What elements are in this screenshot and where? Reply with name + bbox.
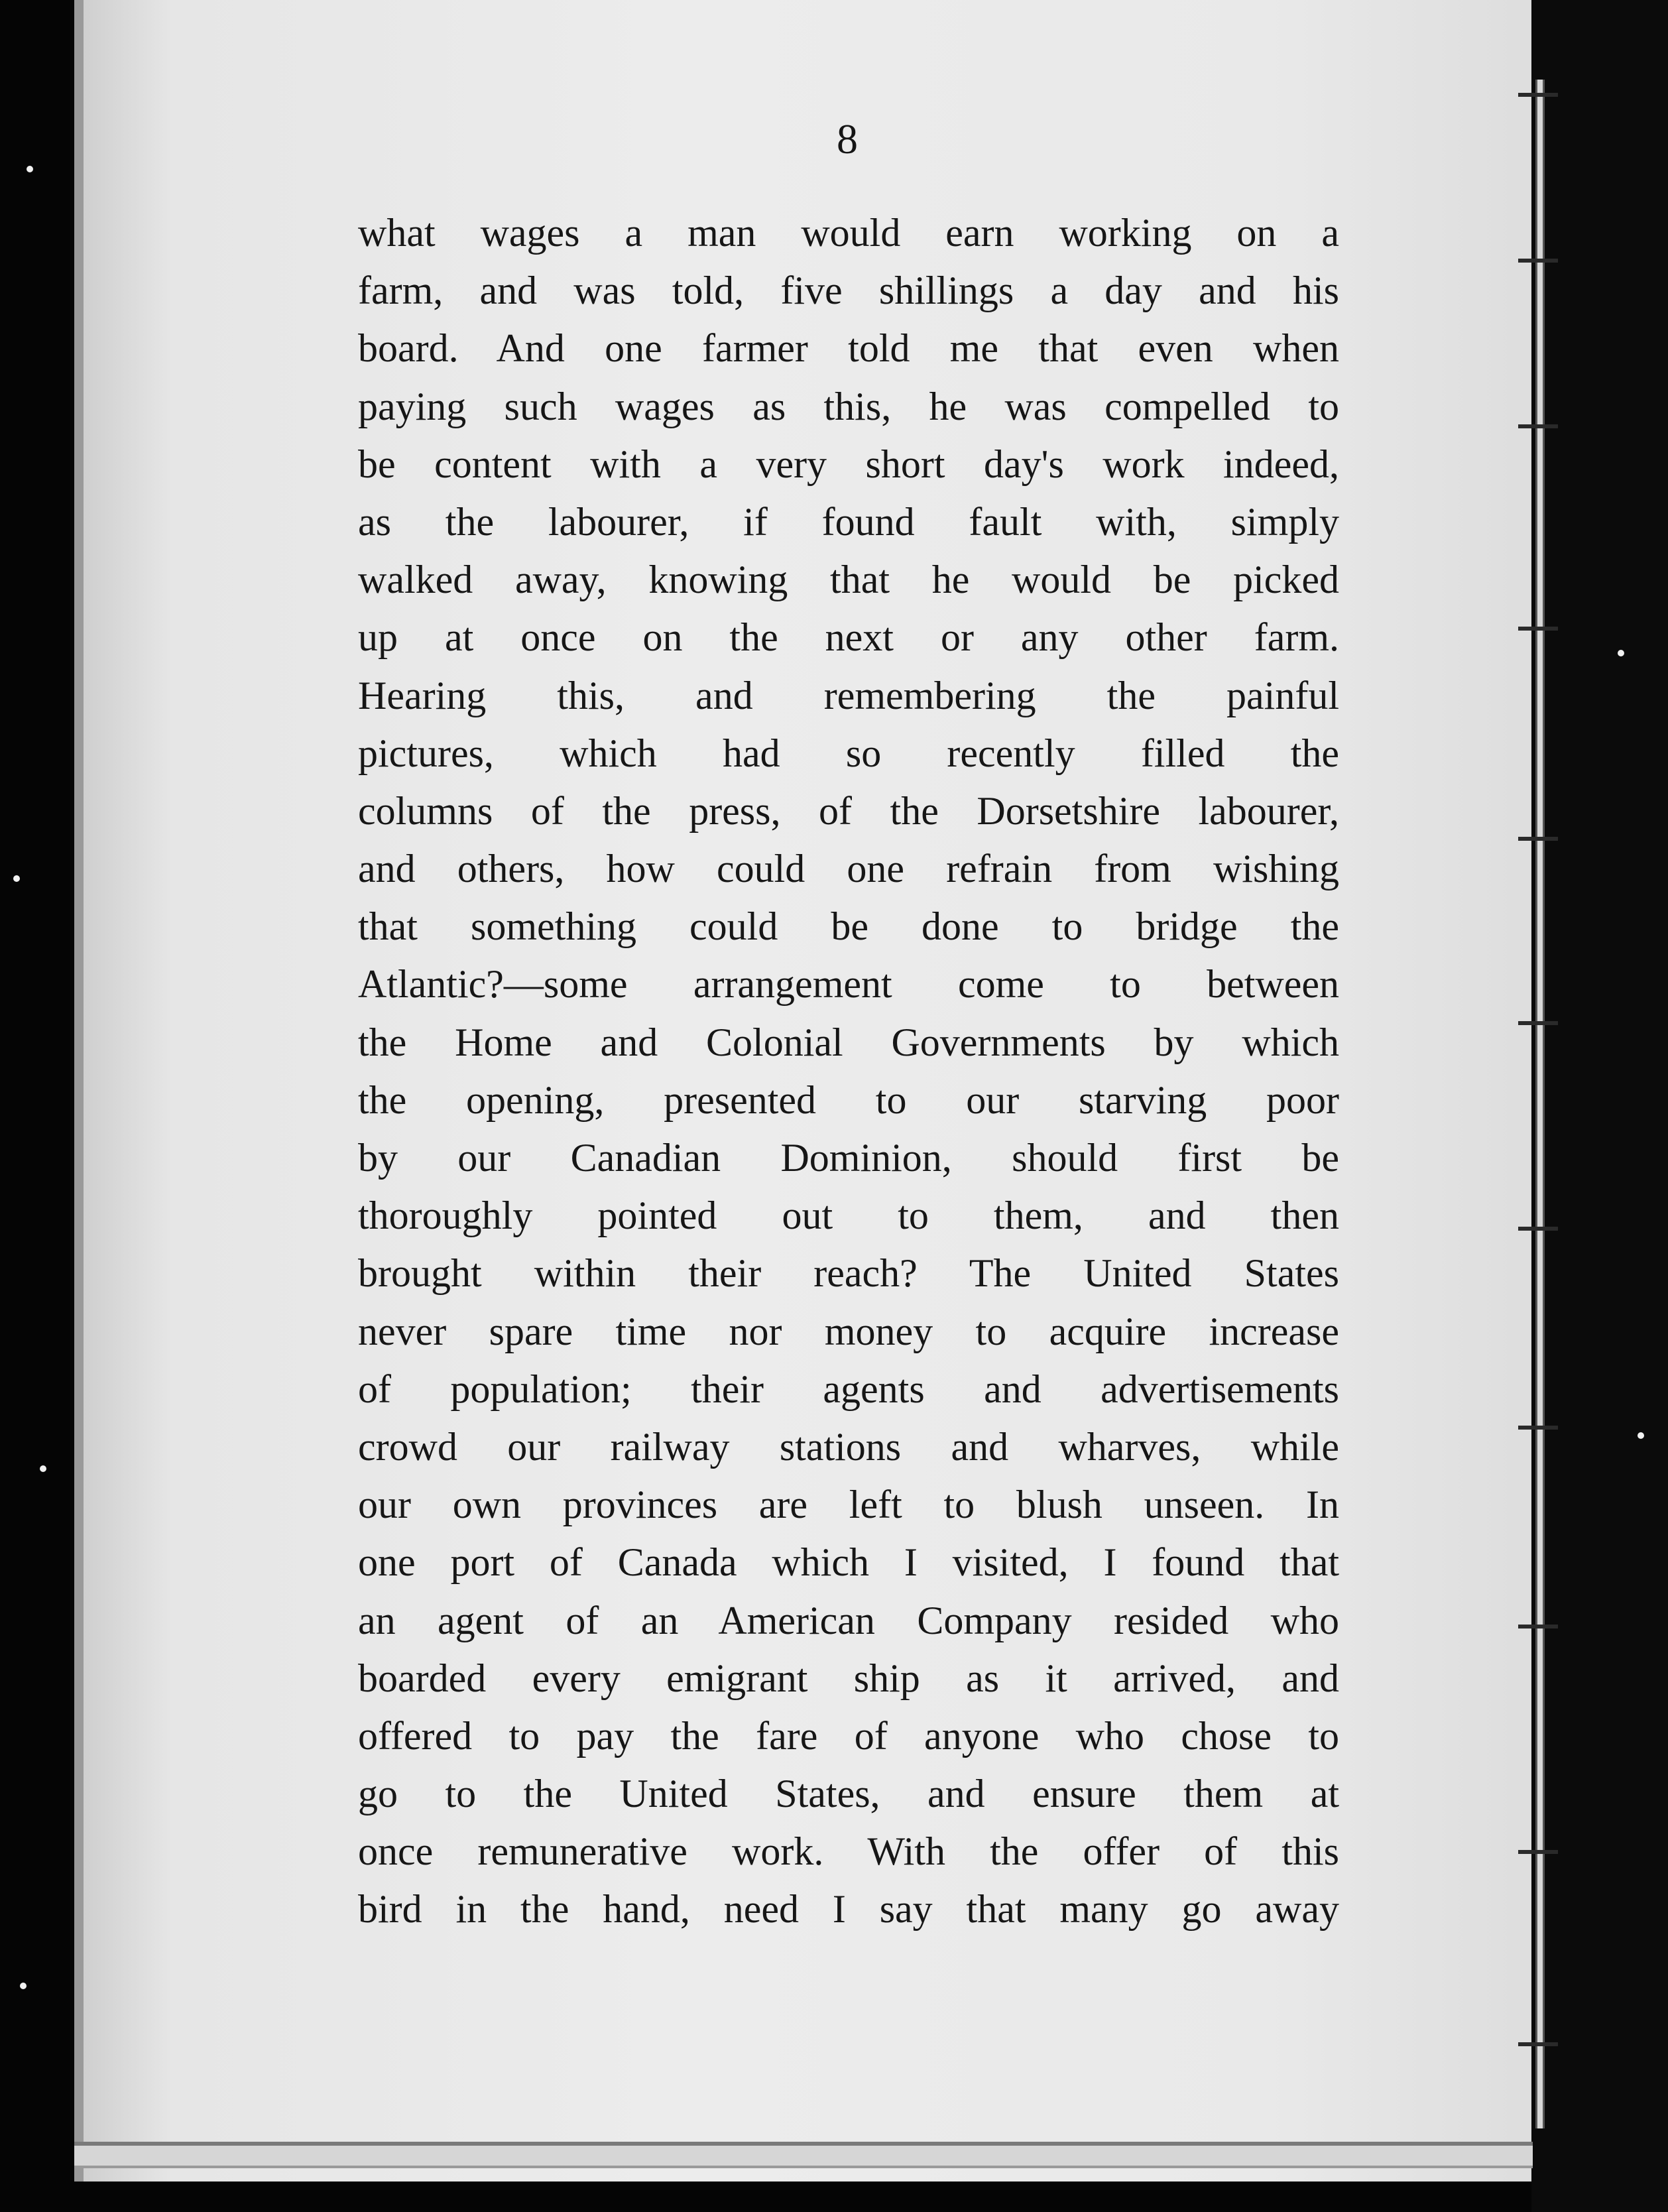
text-line: the opening, presented to our starving poor — [358, 1077, 1339, 1122]
text-line: Hearing this, and remembering the painful — [358, 673, 1339, 717]
text-line: farm, and was told, five shillings a day and his — [358, 269, 1339, 313]
text-line: Atlantic?—some arrangement come to between — [358, 962, 1339, 1007]
text-line: offered to pay the fare of anyone who chose to — [358, 1713, 1339, 1758]
text-line: never spare time nor money to acquire increase — [358, 1309, 1339, 1353]
binding-stitch — [1518, 259, 1558, 263]
text-line: up at once on the next or any other farm. — [358, 615, 1339, 660]
text-line: by our Canadian Dominion, should first be — [358, 1136, 1339, 1180]
binding-stitch — [1518, 1426, 1558, 1430]
binding-stitch — [1518, 1625, 1558, 1628]
text-line: an agent of an American Company resided who — [358, 1598, 1339, 1642]
text-line: one port of Canada which I visited, I found that — [358, 1540, 1339, 1585]
text-line: pictures, which had so recently filled the — [358, 731, 1339, 775]
text-line: brought within their reach? The United States — [358, 1251, 1339, 1296]
text-line: our own provinces are left to blush unseen. In — [358, 1483, 1339, 1527]
dust-speck — [1638, 1432, 1644, 1439]
text-line: walked away, knowing that he would be picked — [358, 558, 1339, 602]
body-text — [358, 204, 1339, 1939]
page-bottom-edge — [74, 2142, 1533, 2168]
text-line: board. And one farmer told me that even when — [358, 326, 1339, 371]
text-line: bird in the hand, need I say that many go away — [358, 1887, 1339, 1932]
text-line: and others, how could one refrain from wishing — [358, 847, 1339, 891]
binding-stitch — [1518, 837, 1558, 841]
binding-stitch — [1518, 424, 1558, 428]
text-line: be content with a very short day's work indeed, — [358, 442, 1339, 486]
binding-thread — [1535, 80, 1545, 2128]
dust-speck — [27, 166, 33, 172]
page-number: 8 — [837, 115, 858, 162]
binding-stitch — [1518, 2042, 1558, 2046]
book-spine — [1531, 0, 1668, 2212]
text-line: boarded every emigrant ship as it arrived, and — [358, 1656, 1339, 1700]
text-line: that something could be done to bridge the — [358, 904, 1339, 949]
dust-speck — [13, 875, 20, 882]
binding-stitch — [1518, 1850, 1558, 1854]
binding-stitch — [1518, 93, 1558, 97]
text-line: what wages a man would earn working on a — [358, 211, 1339, 255]
text-line: thoroughly pointed out to them, and then — [358, 1194, 1339, 1238]
text-line: crowd our railway stations and wharves, while — [358, 1424, 1339, 1469]
binding-stitch — [1518, 627, 1558, 631]
binding-stitch — [1518, 1227, 1558, 1231]
dust-speck — [1618, 650, 1624, 656]
text-line: columns of the press, of the Dorsetshire labourer, — [358, 788, 1339, 833]
binding-stitch — [1518, 1021, 1558, 1025]
dust-speck — [40, 1465, 46, 1472]
text-line: once remunerative work. With the offer of this — [358, 1829, 1339, 1874]
text-line: go to the United States, and ensure them at — [358, 1772, 1339, 1816]
text-line: paying such wages as this, he was compelled to — [358, 384, 1339, 428]
text-line: of population; their agents and advertisements — [358, 1367, 1339, 1411]
text-line: as the labourer, if found fault with, simply — [358, 499, 1339, 544]
text-line: the Home and Colonial Governments by which — [358, 1020, 1339, 1064]
dust-speck — [20, 1983, 27, 1989]
